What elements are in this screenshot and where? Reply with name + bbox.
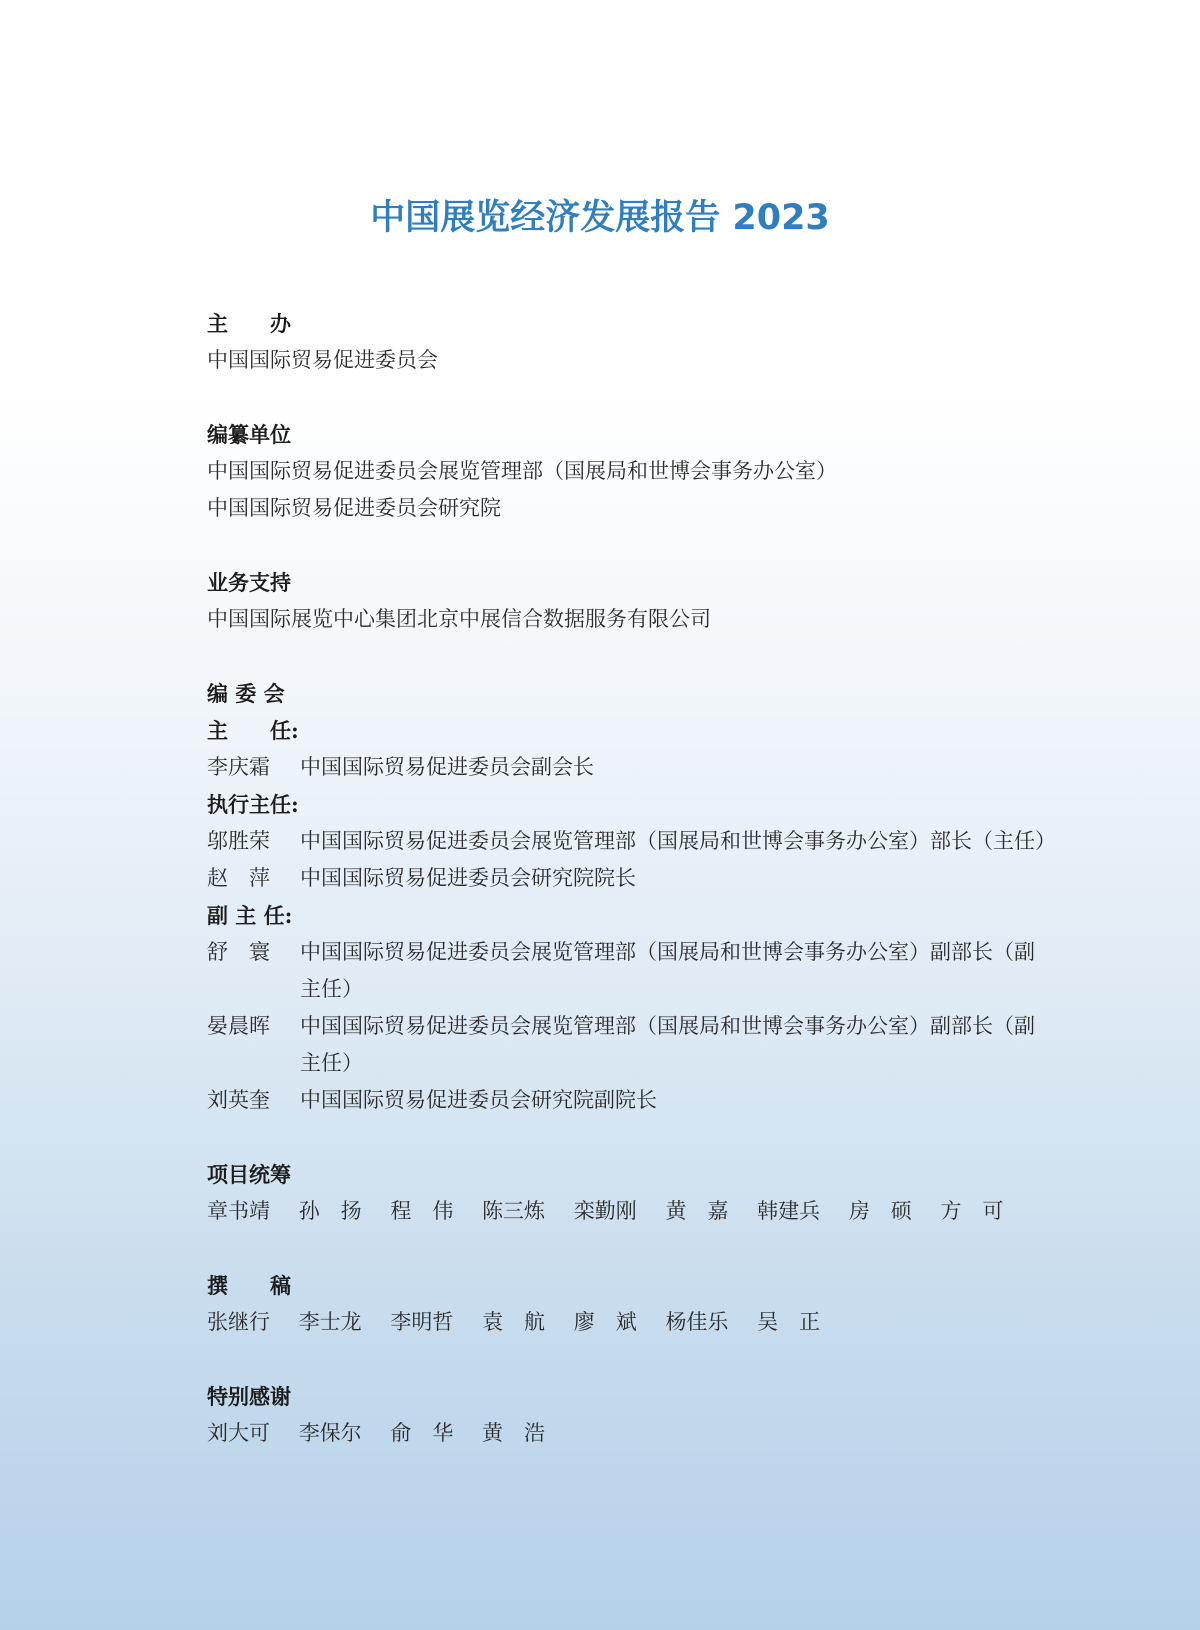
person-name: 李明哲 xyxy=(390,1310,454,1334)
section-committee xyxy=(207,675,1056,1119)
person-name: 章书靖 xyxy=(207,1199,270,1223)
person-name: 韩建兵 xyxy=(757,1199,821,1223)
thanks-heading: 特别感谢 xyxy=(207,1384,291,1409)
host-heading: 主 办 xyxy=(207,311,291,336)
person-name: 俞 华 xyxy=(390,1421,454,1445)
member-title: 中国国际贸易促进委员会研究院院长 xyxy=(300,866,636,890)
committee-member xyxy=(207,1008,1047,1082)
member-title: 中国国际贸易促进委员会展览管理部（国展局和世博会事务办公室）部长（主任） xyxy=(300,829,1056,853)
member-title: 中国国际贸易促进委员会展览管理部（国展局和世博会事务办公室）副部长（副主任） xyxy=(300,1014,1035,1075)
committee-member xyxy=(207,1082,1047,1119)
exec-director-label: 执行主任: xyxy=(207,792,299,817)
deputy-director-label: 副 主 任: xyxy=(207,903,293,928)
member-title: 中国国际贸易促进委员会研究院副院长 xyxy=(300,1088,657,1112)
person-name: 黄 嘉 xyxy=(665,1199,729,1223)
member-title: 中国国际贸易促进委员会展览管理部（国展局和世博会事务办公室）副部长（副主任） xyxy=(300,940,1035,1001)
person-name: 方 可 xyxy=(940,1199,1004,1223)
page-title: 中国展览经济发展报告 2023 xyxy=(370,198,830,238)
support-line: 中国国际展览中心集团北京中展信合数据服务有限公司 xyxy=(207,607,711,631)
member-name: 李庆霜 xyxy=(207,755,270,779)
member-name: 赵 萍 xyxy=(207,866,270,890)
director-label: 主 任: xyxy=(207,718,299,743)
person-name: 李士龙 xyxy=(298,1310,362,1334)
section-coordination xyxy=(207,1156,1047,1230)
person-name: 杨佳乐 xyxy=(665,1310,729,1334)
person-name: 吴 正 xyxy=(757,1310,821,1334)
member-title: 中国国际贸易促进委员会副会长 xyxy=(300,755,594,779)
committee-member xyxy=(207,860,1047,897)
compiler-line: 中国国际贸易促进委员会研究院 xyxy=(207,496,501,520)
committee-heading: 编 委 会 xyxy=(207,681,285,706)
support-heading: 业务支持 xyxy=(207,570,291,595)
member-name: 舒 寰 xyxy=(207,940,270,964)
section-support xyxy=(207,564,1047,638)
person-name: 廖 斌 xyxy=(573,1310,637,1334)
person-name: 袁 航 xyxy=(482,1310,546,1334)
person-name: 刘大可 xyxy=(207,1421,270,1445)
person-name: 房 硕 xyxy=(848,1199,912,1223)
section-compiler xyxy=(207,416,1047,527)
section-host xyxy=(207,305,1047,379)
committee-member xyxy=(207,823,1056,860)
writers-heading: 撰 稿 xyxy=(207,1273,291,1298)
person-name: 张继行 xyxy=(207,1310,270,1334)
member-name: 晏晨晖 xyxy=(207,1014,270,1038)
credits-content xyxy=(207,305,1056,1489)
host-line: 中国国际贸易促进委员会 xyxy=(207,348,438,372)
committee-member xyxy=(207,934,1047,1008)
name-list xyxy=(207,1415,1047,1452)
committee-member xyxy=(207,749,1047,786)
member-name: 刘英奎 xyxy=(207,1088,270,1112)
person-name: 孙 扬 xyxy=(298,1199,362,1223)
section-thanks xyxy=(207,1378,1047,1452)
section-writers xyxy=(207,1267,1047,1341)
compiler-line: 中国国际贸易促进委员会展览管理部（国展局和世博会事务办公室） xyxy=(207,459,837,483)
coordination-heading: 项目统筹 xyxy=(207,1162,291,1187)
name-list xyxy=(207,1304,1047,1341)
name-list xyxy=(207,1193,1047,1230)
person-name: 李保尔 xyxy=(298,1421,362,1445)
person-name: 黄 浩 xyxy=(482,1421,546,1445)
person-name: 陈三炼 xyxy=(482,1199,546,1223)
compiler-heading: 编纂单位 xyxy=(207,422,291,447)
person-name: 程 伟 xyxy=(390,1199,454,1223)
member-name: 邬胜荣 xyxy=(207,829,270,853)
person-name: 栾勤刚 xyxy=(573,1199,637,1223)
